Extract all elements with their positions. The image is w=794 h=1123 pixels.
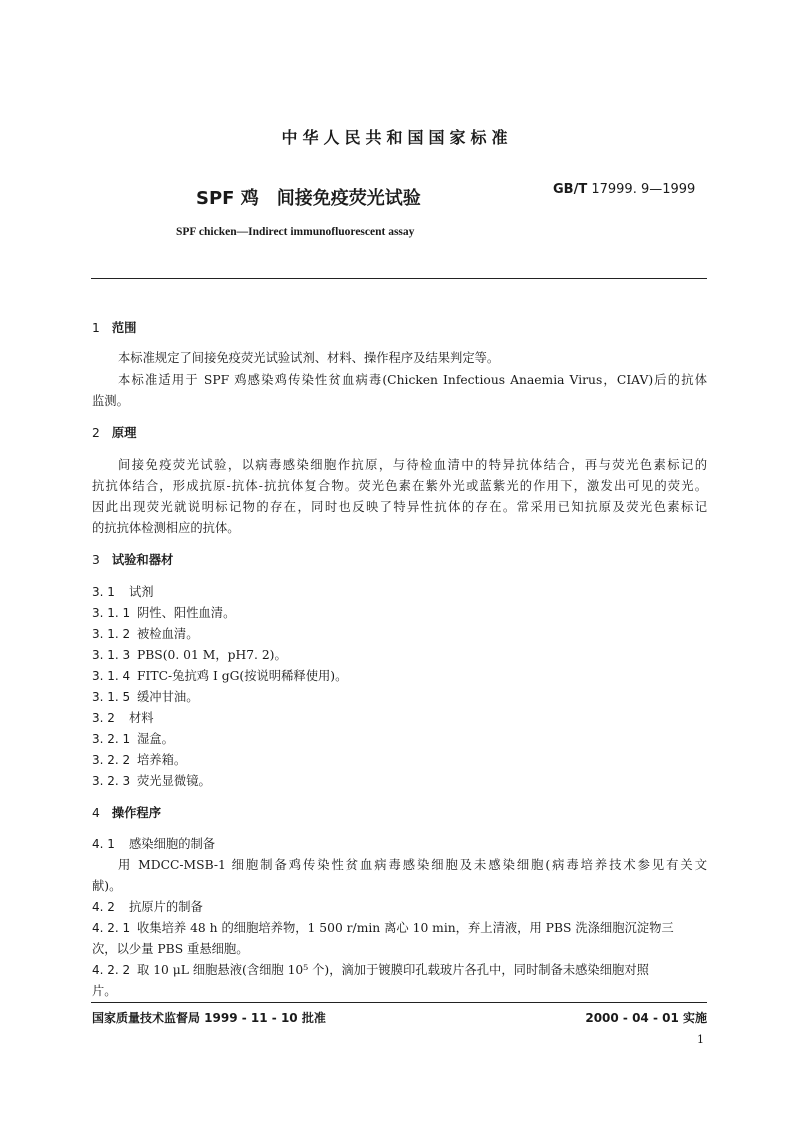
clause-3-1-1 [92,603,707,621]
clause-text: 取 10 μL 细胞悬液(含细胞 10⁵ 个)，滴加于镀膜印孔载玻片各孔中，同时制备未感染细胞对照 [137,963,649,977]
clause-number: 3. 1. 4 [92,669,131,683]
section-title: 范围 [111,321,137,335]
section-title: 操作程序 [111,806,162,820]
clause-number: 3. 2. 1 [92,732,131,746]
section-1-heading [92,318,707,336]
clause-3-2-1 [92,729,707,747]
page-number: 1 [697,1033,704,1046]
clause-number: 3. 1. 2 [92,627,131,641]
clause-3-1 [92,582,707,600]
clause-number: 3. 2. 3 [92,774,131,788]
clause-text: 阴性、阳性血清。 [137,606,236,620]
section-title: 原理 [111,426,137,440]
clause-text: 荧光显微镜。 [137,774,211,788]
clause-3-2-2 [92,750,707,768]
clause-text: 收集培养 48 h 的细胞培养物，1 500 r/min 离心 10 min，弃上清液，用 PBS 洗涤细胞沉淀物三 [137,921,674,935]
section-number: 1 [92,321,100,335]
paragraph-line: 本标准适用于 SPF 鸡感染鸡传染性贫血病毒(Chicken Infectious Anaemia Virus，CIAV)后的抗体 [118,373,707,387]
english-title: SPF chicken—Indirect immunofluorescent assay [176,226,415,238]
paragraph-line: 献)。 [92,879,122,893]
section-2-heading [92,423,707,441]
clause-number: 4. 2. 1 [92,921,131,935]
section-3-heading [92,550,707,568]
clause-text: 培养箱。 [137,753,187,767]
implementation-date: 2000 - 04 - 01 实施 [585,1011,707,1025]
clause-4-2-1 [92,918,707,936]
clause-text: 材料 [129,711,154,725]
clause-text: PBS(0. 01 M，pH7. 2)。 [137,648,287,662]
standard-code-number: 17999. 9—1999 [591,182,696,197]
standard-code-prefix: GB/T [553,182,588,197]
approval-line: 国家质量技术监督局 1999 - 11 - 10 批准 [92,1011,326,1025]
header-rule [91,278,707,279]
clause-text: 湿盒。 [137,732,174,746]
clause-3-1-2 [92,624,707,642]
paragraph-line: 用 MDCC-MSB-1 细胞制备鸡传染性贫血病毒感染细胞及未感染细胞(病毒培养技术参见有关文 [118,858,707,872]
clause-4-2-2 [92,960,707,978]
paragraph: 本标准规定了间接免疫荧光试验试剂、材料、操作程序及结果判定等。 [118,351,500,365]
footer-rule [91,1002,707,1003]
clause-text: 抗原片的制备 [129,900,203,914]
standard-code [553,182,695,197]
clause-number: 4. 1 [92,837,115,851]
section-number: 3 [92,553,100,567]
paragraph-line: 监测。 [92,394,129,408]
clause-4-1 [92,834,707,852]
clause-text: 试剂 [129,585,154,599]
clause-number: 3. 1. 5 [92,690,131,704]
national-standard-heading: 中华人民共和国国家标准 [281,128,513,147]
section-number: 4 [92,806,100,820]
clause-number: 3. 1. 3 [92,648,131,662]
paragraph-line: 抗抗体结合，形成抗原-抗体-抗抗体复合物。荧光色素在紫外光或蓝紫光的作用下，激发出可见的荧光。 [92,479,707,493]
paragraph-line: 间接免疫荧光试验，以病毒感染细胞作抗原，与待检血清中的特异抗体结合，再与荧光色素标记的 [118,458,707,472]
clause-number: 3. 1. 1 [92,606,131,620]
clause-number: 3. 2 [92,711,115,725]
paragraph-line: 的抗抗体检测相应的抗体。 [92,521,240,535]
section-title: 试验和器材 [111,553,174,567]
clause-3-2 [92,708,707,726]
clause-3-1-3 [92,645,707,663]
clause-3-2-3 [92,771,707,789]
clause-text: 缓冲甘油。 [137,690,199,704]
clause-text: 感染细胞的制备 [129,837,216,851]
section-4-heading [92,803,707,821]
clause-number: 3. 2. 2 [92,753,131,767]
clause-number: 4. 2. 2 [92,963,131,977]
paragraph-line: 片。 [92,984,117,998]
clause-3-1-5 [92,687,707,705]
paragraph-line: 次，以少量 PBS 重悬细胞。 [92,942,249,956]
clause-number: 4. 2 [92,900,115,914]
clause-4-2 [92,897,707,915]
clause-text: 被检血清。 [137,627,199,641]
clause-3-1-4 [92,666,707,684]
section-number: 2 [92,426,100,440]
clause-text: FITC-兔抗鸡 I gG(按说明稀释使用)。 [137,669,348,683]
paragraph-line: 因此出现荧光就说明标记物的存在，同时也反映了特异性抗体的存在。常采用已知抗原及荧光色素标记 [92,500,707,514]
clause-number: 3. 1 [92,585,115,599]
document-title: SPF 鸡 间接免疫荧光试验 [196,188,421,209]
